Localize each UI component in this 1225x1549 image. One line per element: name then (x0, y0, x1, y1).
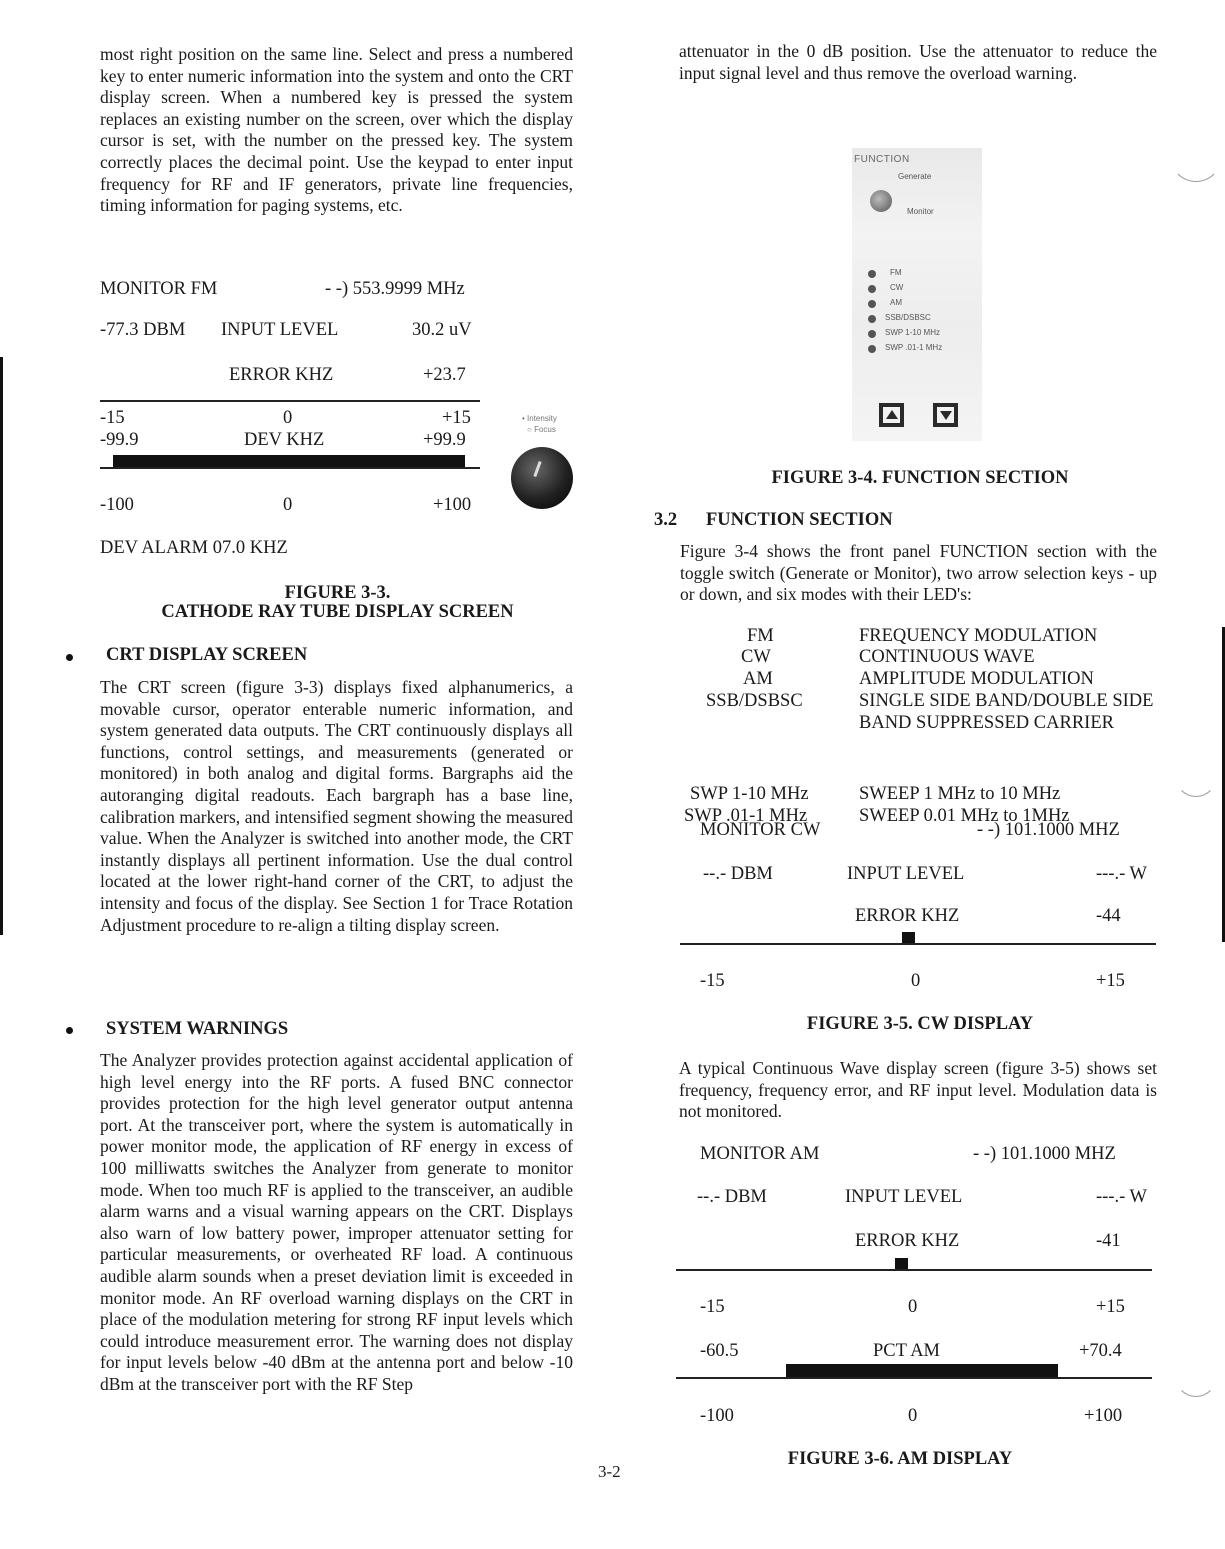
down-arrow-icon (940, 411, 952, 420)
generate-monitor-toggle[interactable] (870, 190, 892, 212)
dev-scale-max: +100 (433, 495, 472, 515)
pct-am-min-readout: -60.5 (700, 1341, 739, 1361)
error-khz-label: ERROR KHZ (855, 1231, 960, 1251)
page-number: 3-2 (598, 1462, 621, 1481)
dev-scale-min: -100 (100, 495, 134, 515)
input-level-label: INPUT LEVEL (845, 1187, 963, 1207)
right-intro-paragraph: attenuator in the 0 dB position. Use the attenuator to reduce the input signal level and thus remove the overload warning. (679, 41, 1157, 83)
led-label-am: AM (890, 298, 902, 307)
intensity-focus-knob[interactable] (511, 447, 573, 509)
section-number: 3.2 (654, 510, 678, 530)
error-baseline (680, 943, 1156, 945)
error-scale-max: +15 (442, 408, 471, 428)
section-title: FUNCTION SECTION (706, 510, 893, 530)
error-scale-max: +15 (1096, 971, 1125, 991)
focus-label: ○ Focus (527, 425, 556, 434)
mode-desc: CONTINUOUS WAVE (859, 647, 1035, 667)
pct-scale-zero: 0 (908, 1406, 918, 1426)
pct-scale-max: +100 (1084, 1406, 1123, 1426)
mode-abbr: AM (743, 669, 773, 689)
led-icon (868, 345, 876, 353)
figure-3-4-caption: FIGURE 3-4. FUNCTION SECTION (771, 468, 1069, 488)
microvolt-readout: 30.2 uV (412, 320, 472, 340)
input-level-label: INPUT LEVEL (847, 864, 965, 884)
watts-readout: ---.- W (1096, 864, 1148, 884)
section-3-2-body: Figure 3-4 shows the front panel FUNCTION section with the toggle switch (Generate or Monitor), two arrow selection keys - up or down, and six modes with their LED's: (680, 541, 1157, 605)
pct-am-max-readout: +70.4 (1079, 1341, 1122, 1361)
error-scale-min: -15 (100, 408, 125, 428)
error-scale-zero: 0 (283, 408, 293, 428)
figure-3-3-caption-title: CATHODE RAY TUBE DISPLAY SCREEN (161, 602, 514, 622)
led-icon (868, 285, 876, 293)
warnings-section-heading: SYSTEM WARNINGS (106, 1019, 289, 1039)
led-icon (868, 315, 876, 323)
crt-section-body: The CRT screen (figure 3-3) displays fixed alphanumerics, a movable cursor, operator enterable numeric information, and system generated data outputs. The CRT continuously displays all functions, control settings, and measurements (generated or monitored) in both analog and digital forms. Bargraphs aid the autoranging digital readouts. Each bargraph has a base line, calibration markers, and intensified segment showing the measured value. When the Analyzer is switched into another mode, the CRT instantly displays all pertinent information. Use the dual control located at the lower right-hand corner of the CRT, to adjust the intensity and focus of the display. See Section 1 for Trace Rotation Adjustment procedure to re-align a tilting display screen. (100, 677, 573, 935)
punch-hole-mark (1175, 1355, 1217, 1397)
led-icon (868, 330, 876, 338)
led-label-cw: CW (890, 283, 904, 292)
error-scale-min: -15 (700, 971, 725, 991)
left-margin-bar (0, 357, 3, 935)
error-scale-zero: 0 (911, 971, 921, 991)
monitor-frequency: - -) 101.1000 MHZ (973, 1144, 1116, 1164)
input-level-label: INPUT LEVEL (221, 320, 339, 340)
punch-hole-mark (1175, 755, 1217, 797)
mode-abbr: SSB/DSBSC (706, 691, 803, 711)
error-khz-label: ERROR KHZ (229, 365, 334, 385)
figure-3-3-caption-number: FIGURE 3-3. (284, 583, 391, 603)
monitor-mode-label: MONITOR AM (700, 1144, 820, 1164)
dbm-readout: --.- DBM (697, 1187, 767, 1207)
monitor-label: Monitor (907, 207, 934, 216)
monitor-frequency: - -) 553.9999 MHz (325, 279, 465, 299)
pct-scale-min: -100 (700, 1406, 734, 1426)
led-label-ssb: SSB/DSBSC (885, 313, 931, 322)
pct-am-label: PCT AM (873, 1341, 941, 1361)
monitor-mode-label: MONITOR FM (100, 279, 218, 299)
cw-description-paragraph: A typical Continuous Wave display screen (figure 3-5) shows set frequency, frequency error, and RF input level. Modulation data is not monitored. (679, 1058, 1157, 1122)
error-scale-min: -15 (700, 1297, 725, 1317)
mode-desc: SWEEP 0.01 MHz to 1MHz (859, 806, 1070, 826)
mode-desc: AMPLITUDE MODULATION (859, 669, 1094, 689)
dev-scale-zero: 0 (283, 495, 293, 515)
led-label-fm: FM (890, 268, 902, 277)
dbm-readout: -77.3 DBM (100, 320, 186, 340)
down-arrow-button[interactable] (933, 403, 958, 427)
bullet-icon (66, 1027, 73, 1034)
mode-abbr: CW (741, 647, 771, 667)
led-label-swp-01-1: SWP .01-1 MHz (885, 343, 943, 352)
dbm-readout: --.- DBM (703, 864, 773, 884)
mode-abbr: FM (747, 626, 774, 646)
crt-section-heading: CRT DISPLAY SCREEN (106, 645, 308, 665)
punch-hole-mark (1170, 130, 1222, 182)
error-scale-max: +15 (1096, 1297, 1125, 1317)
up-arrow-icon (886, 410, 898, 419)
mode-desc: SINGLE SIDE BAND/DOUBLE SIDE BAND SUPPRESSED CARRIER (859, 691, 1154, 733)
led-icon (868, 300, 876, 308)
figure-3-6-caption: FIGURE 3-6. AM DISPLAY (787, 1449, 1013, 1469)
led-label-swp-1-10: SWP 1-10 MHz (885, 328, 940, 337)
mode-abbr: SWP .01-1 MHz (684, 806, 808, 826)
bullet-icon (66, 654, 73, 661)
error-baseline (100, 400, 480, 402)
error-baseline (676, 1269, 1152, 1271)
mode-abbr: SWP 1-10 MHz (690, 784, 809, 804)
dev-min-readout: -99.9 (100, 430, 139, 450)
error-khz-value: -41 (1096, 1231, 1121, 1251)
dev-alarm-readout: DEV ALARM 07.0 KHZ (100, 538, 288, 558)
dev-max-readout: +99.9 (423, 430, 466, 450)
led-icon (868, 270, 876, 278)
error-khz-label: ERROR KHZ (855, 906, 960, 926)
mode-desc: FREQUENCY MODULATION (859, 626, 1098, 646)
monitor-mode-label: MONITOR CW (700, 820, 821, 840)
error-khz-value: -44 (1096, 906, 1121, 926)
generate-label: Generate (898, 172, 932, 181)
monitor-frequency: - -) 101.1000 MHZ (977, 820, 1120, 840)
panel-title: FUNCTION (854, 154, 910, 165)
mode-desc: SWEEP 1 MHz to 10 MHz (859, 784, 1061, 804)
watts-readout: ---.- W (1096, 1187, 1148, 1207)
deviation-baseline (100, 467, 480, 469)
intensity-label: • Intensity (522, 414, 557, 423)
error-khz-value: +23.7 (423, 365, 466, 385)
warnings-section-body: The Analyzer provides protection against accidental application of high level energy into the RF ports. A fused BNC connector provides protection for the high level generator output antenna port. At the transceiver port, where the system is automatically in power monitor mode, the application of RF energy in excess of 100 milliwatts switches the Analyzer from generate to monitor mode. When too much RF is applied to the transceiver, an audible alarm warns and a visual warning appears on the CRT. Displays also warn of low battery power, improper attenuator setting for particular measurements, or overheated RF load. A continuous audible alarm sounds when a preset deviation limit is exceeded in monitor mode. An RF overload warning displays on the CRT in place of the modulation metering for strong RF input levels which could introduce measurement error. The warning does not display for input levels below -40 dBm at the antenna port and below -10 dBm at the transceiver port with the RF Step (100, 1050, 573, 1394)
up-arrow-button[interactable] (879, 403, 904, 427)
dev-khz-label: DEV KHZ (244, 430, 325, 450)
function-panel-photo (852, 148, 982, 441)
pct-am-baseline (676, 1377, 1152, 1379)
pct-am-bargraph (786, 1364, 1058, 1378)
left-intro-paragraph: most right position on the same line. Select and press a numbered key to enter numeric information into the system and onto the CRT display screen. When a numbered key is pressed the system replaces an existing number on the screen, over which the display cursor is set, with the number on the pressed key. The system correctly places the decimal point. Use the keypad to enter input frequency for RF and IF generators, private line frequencies, timing information for paging systems, etc. (100, 44, 573, 216)
error-scale-zero: 0 (908, 1297, 918, 1317)
figure-3-5-caption: FIGURE 3-5. CW DISPLAY (806, 1014, 1034, 1034)
